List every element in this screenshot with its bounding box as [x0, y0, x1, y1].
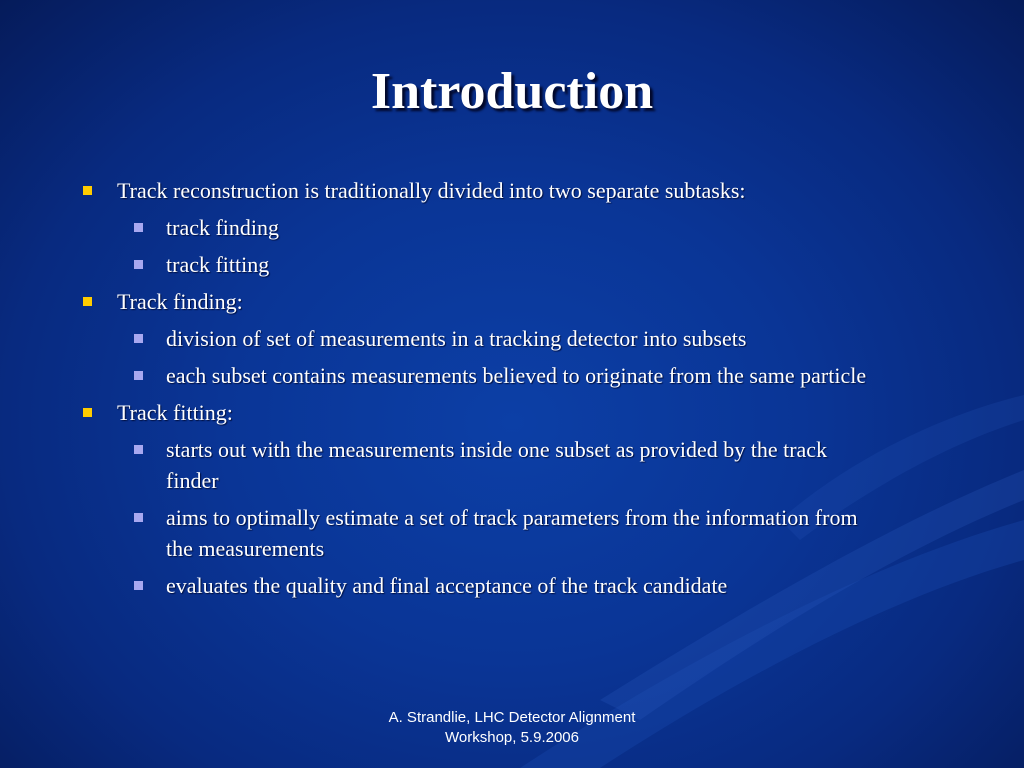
sub-bullet-item: [0, 570, 876, 601]
sub-bullet-item: [0, 434, 876, 496]
lavender-square-bullet-icon: [134, 513, 143, 522]
sub-bullet-item: [0, 360, 876, 391]
slide-title: Introduction: [370, 63, 654, 120]
yellow-square-bullet-icon: [83, 186, 92, 195]
bullet-list: [0, 175, 1024, 607]
sub-bullet-text: starts out with the measurements inside one subset as provided by the track finder: [166, 437, 828, 493]
sub-bullet-text: track finding: [166, 215, 280, 240]
bullet-text: Track fitting:: [117, 400, 233, 425]
sub-bullet-text: track fitting: [166, 252, 270, 277]
lavender-square-bullet-icon: [134, 445, 143, 454]
sub-bullet-text: division of set of measurements in a tracking detector into subsets: [166, 326, 747, 351]
bullet-item: [0, 286, 897, 317]
sub-bullet-item: [0, 212, 876, 243]
slide-footer: [350, 708, 674, 748]
lavender-square-bullet-icon: [134, 223, 143, 232]
bullet-text: Track reconstruction is traditionally divided into two separate subtasks:: [117, 178, 746, 203]
sub-bullet-item: [0, 502, 876, 564]
sub-bullet-text: evaluates the quality and final acceptance of the track candidate: [166, 573, 728, 598]
sub-bullet-item: [0, 249, 876, 280]
lavender-square-bullet-icon: [134, 334, 143, 343]
yellow-square-bullet-icon: [83, 408, 92, 417]
footer-line: A. Strandlie, LHC Detector Alignment: [388, 709, 636, 726]
lavender-square-bullet-icon: [134, 371, 143, 380]
lavender-square-bullet-icon: [134, 260, 143, 269]
bullet-item: [0, 397, 897, 428]
footer-line: Workshop, 5.9.2006: [445, 729, 579, 746]
yellow-square-bullet-icon: [83, 297, 92, 306]
bullet-item: [0, 175, 897, 206]
bullet-text: Track finding:: [117, 289, 243, 314]
sub-bullet-item: [0, 323, 876, 354]
sub-bullet-text: each subset contains measurements believed to originate from the same particle: [166, 363, 867, 388]
sub-bullet-text: aims to optimally estimate a set of track parameters from the information from the measurements: [166, 505, 858, 561]
lavender-square-bullet-icon: [134, 581, 143, 590]
